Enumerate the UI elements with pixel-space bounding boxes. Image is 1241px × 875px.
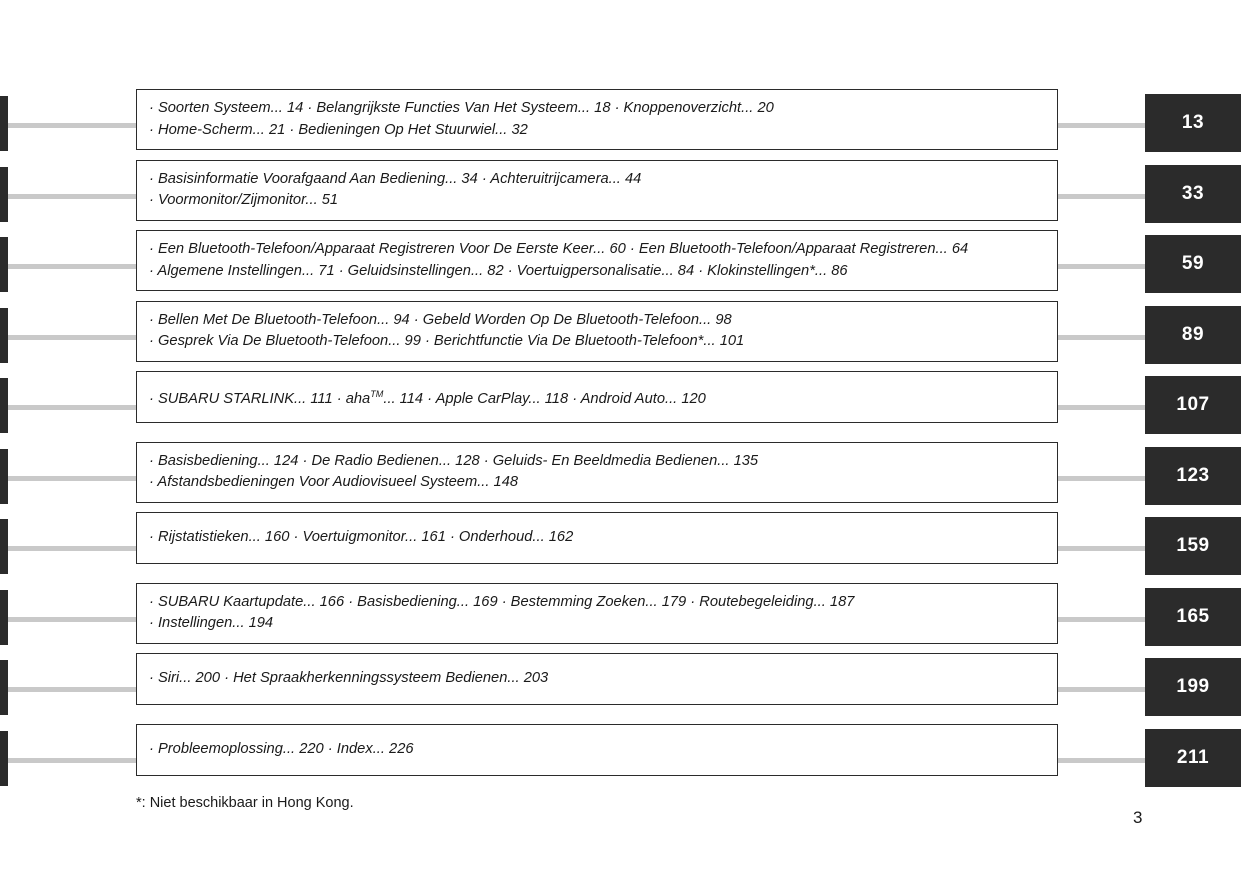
section-tab-marker (0, 519, 8, 574)
toc-entry-page-number[interactable]: 123 (1145, 447, 1241, 505)
toc-entry[interactable] (0, 652, 1241, 723)
toc-entry[interactable] (0, 229, 1241, 300)
toc-entry-box[interactable] (136, 230, 1058, 291)
toc-entry-line: · Bellen Met De Bluetooth-Telefoon... 94 · Gebeld Worden Op De Bluetooth-Telefoon... 98 (149, 311, 732, 328)
connector-line-right (1058, 335, 1145, 340)
toc-entry[interactable] (0, 582, 1241, 653)
toc-entry[interactable] (0, 370, 1241, 441)
section-tab-marker (0, 378, 8, 433)
toc-entry-line: · SUBARU STARLINK... 111 · aha™... 114 · Apple CarPlay... 118 · Android Auto... 120 (149, 388, 706, 407)
connector-line-left (8, 476, 136, 481)
section-tab-marker (0, 660, 8, 715)
connector-line-left (8, 617, 136, 622)
connector-line-left (8, 546, 136, 551)
section-tab-marker (0, 96, 8, 151)
connector-line-left (8, 758, 136, 763)
toc-entry[interactable] (0, 511, 1241, 582)
toc-entry-line: · Siri... 200 · Het Spraakherkenningssysteem Bedienen... 203 (149, 670, 549, 687)
toc-entry[interactable] (0, 723, 1241, 794)
section-tab-marker (0, 590, 8, 645)
connector-line-left (8, 335, 136, 340)
connector-line-left (8, 405, 136, 410)
toc-entry-box[interactable] (136, 371, 1058, 423)
toc-entry-page-number[interactable]: 199 (1145, 658, 1241, 716)
section-tab-marker (0, 308, 8, 363)
toc-entry-box[interactable] (136, 724, 1058, 776)
section-tab-marker (0, 167, 8, 222)
page-number: 3 (1133, 808, 1143, 827)
toc-entry-box[interactable] (136, 442, 1058, 503)
toc-entry-page-number[interactable]: 59 (1145, 235, 1241, 293)
toc-entry-page-number[interactable]: 107 (1145, 376, 1241, 434)
connector-line-right (1058, 194, 1145, 199)
connector-line-right (1058, 758, 1145, 763)
connector-line-right (1058, 687, 1145, 692)
toc-entry-box[interactable] (136, 512, 1058, 564)
toc-entry-line: · Gesprek Via De Bluetooth-Telefoon... 99 · Berichtfunctie Via De Bluetooth-Telefoon*... 101 (149, 333, 745, 349)
connector-line-right (1058, 405, 1145, 410)
toc-entry-line: · Soorten Systeem... 14 · Belangrijkste Functies Van Het Systeem... 18 · Knoppenoverzicht... 20 (149, 100, 774, 116)
connector-line-left (8, 123, 136, 128)
toc-entry-page-number[interactable]: 13 (1145, 94, 1241, 152)
connector-line-right (1058, 546, 1145, 551)
toc-entry-line: · Instellingen... 194 (149, 615, 274, 631)
toc-entry-line: · Algemene Instellingen... 71 · Geluidsinstellingen... 82 · Voertuigpersonalisatie... 84 · Klokinstellingen*... 86 (149, 262, 848, 279)
section-tab-marker (0, 731, 8, 786)
toc-entry-line: · Afstandsbedieningen Voor Audiovisueel Systeem... 148 (149, 474, 519, 490)
connector-line-right (1058, 617, 1145, 622)
toc-entry-line: · Rijstatistieken... 160 · Voertuigmonitor... 161 · Onderhoud... 162 (149, 529, 574, 546)
toc-entry[interactable] (0, 300, 1241, 371)
footnote: *: Niet beschikbaar in Hong Kong. (136, 795, 354, 811)
toc-entry[interactable] (0, 159, 1241, 230)
toc-entry-page-number[interactable]: 89 (1145, 306, 1241, 364)
toc-entry-box[interactable] (136, 653, 1058, 705)
toc-entry-line: · Basisinformatie Voorafgaand Aan Bediening... 34 · Achteruitrijcamera... 44 (149, 170, 642, 187)
connector-line-left (8, 194, 136, 199)
toc-entry-page-number[interactable]: 159 (1145, 517, 1241, 575)
toc-entry-line: · Home-Scherm... 21 · Bedieningen Op Het Stuurwiel... 32 (149, 121, 528, 138)
connector-line-right (1058, 264, 1145, 269)
connector-line-left (8, 687, 136, 692)
toc-entry-line: · Basisbediening... 124 · De Radio Bedienen... 128 · Geluids- En Beeldmedia Bedienen... 135 (149, 452, 759, 469)
toc-list (0, 88, 1241, 793)
toc-entry-page-number[interactable]: 33 (1145, 165, 1241, 223)
section-tab-marker (0, 237, 8, 292)
section-tab-marker (0, 449, 8, 504)
toc-entry[interactable] (0, 88, 1241, 159)
connector-line-right (1058, 123, 1145, 128)
connector-line-left (8, 264, 136, 269)
toc-entry-page-number[interactable]: 211 (1145, 729, 1241, 787)
toc-entry-line: · Een Bluetooth-Telefoon/Apparaat Registreren Voor De Eerste Keer... 60 · Een Bluetooth-Telefoon/Apparaat Registreren... 64 (149, 241, 969, 257)
toc-entry-line: · Voormonitor/Zijmonitor... 51 (149, 192, 339, 208)
toc-entry-line: · Probleemoplossing... 220 · Index... 226 (149, 740, 414, 757)
toc-entry-box[interactable] (136, 301, 1058, 362)
toc-entry-line: · SUBARU Kaartupdate... 166 · Basisbediening... 169 · Bestemming Zoeken... 179 · Routebegeleiding... 187 (149, 593, 855, 610)
toc-entry-page-number[interactable]: 165 (1145, 588, 1241, 646)
toc-entry-box[interactable] (136, 160, 1058, 221)
connector-line-right (1058, 476, 1145, 481)
toc-entry-box[interactable] (136, 89, 1058, 150)
toc-entry[interactable] (0, 441, 1241, 512)
toc-entry-box[interactable] (136, 583, 1058, 644)
